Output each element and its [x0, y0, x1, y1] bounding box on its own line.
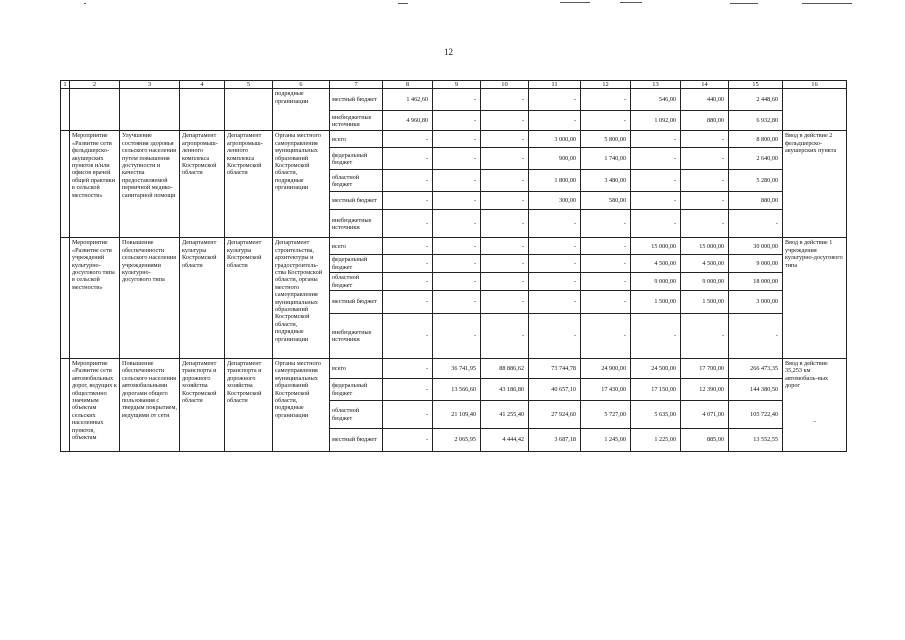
amount-cell: -	[433, 210, 481, 238]
activity-goal: Повышение обеспеченности сельского населения учреждениями культурно-досугового типа	[120, 238, 180, 359]
expected-result	[783, 238, 847, 359]
amount-cell: 4 071,00	[681, 401, 729, 429]
amount-cell: -	[383, 379, 433, 401]
amount-cell: -	[383, 255, 433, 273]
participants: Органы местного самоуправления муниципальных образований Костромской области, подрядные организации	[273, 131, 330, 238]
amount-cell: -	[581, 314, 631, 359]
amount-cell: 1 225,00	[631, 429, 681, 452]
participants: подрядные организации	[273, 89, 330, 131]
amount-cell: -	[681, 210, 729, 238]
amount-cell: 4 500,00	[681, 255, 729, 273]
amount-cell: 546,00	[631, 89, 681, 111]
funding-source: местный бюджет	[330, 192, 383, 210]
activity-name: Мероприятие «Развитие сети учреждений культурно-досугового типа в сельской местности»	[70, 238, 120, 359]
amount-cell: 17 150,00	[631, 379, 681, 401]
amount-cell: 18 000,00	[729, 273, 783, 291]
amount-cell: 4 960,80	[383, 111, 433, 131]
amount-cell: -	[681, 192, 729, 210]
column-header-2: 2	[70, 81, 120, 89]
amount-cell: 88 886,62	[481, 359, 529, 379]
activity-name	[70, 89, 120, 131]
amount-cell: -	[681, 170, 729, 192]
column-header-7: 7	[330, 81, 383, 89]
amount-cell: -	[681, 131, 729, 148]
amount-cell: 3 687,18	[529, 429, 581, 452]
amount-cell: 15 000,00	[681, 238, 729, 255]
column-header-4: 4	[180, 81, 225, 89]
amount-cell: 43 186,80	[481, 379, 529, 401]
activity-name: Мероприятие «Развитие сети автомобильных дорог, ведущих к общественно значимым объектам сельских населенных пунктов, объектам	[70, 359, 120, 452]
amount-cell: 8 800,00	[729, 131, 783, 148]
amount-cell: 5 727,00	[581, 401, 631, 429]
amount-cell: -	[383, 401, 433, 429]
amount-cell: 5 280,00	[729, 170, 783, 192]
expected-result	[783, 89, 847, 131]
row-number-cell	[61, 131, 70, 238]
co-executor: Департамент агропромыш-ленного комплекса Костромской области	[225, 131, 273, 238]
amount-cell: 300,00	[529, 192, 581, 210]
expected-result	[783, 359, 847, 452]
budget-table	[60, 80, 847, 452]
amount-cell: -	[433, 291, 481, 314]
amount-cell: -	[631, 170, 681, 192]
amount-cell: -	[481, 273, 529, 291]
amount-cell: -	[481, 210, 529, 238]
amount-cell: -	[383, 273, 433, 291]
column-header-10: 10	[481, 81, 529, 89]
amount-cell: -	[529, 291, 581, 314]
amount-cell: -	[433, 255, 481, 273]
responsible-executor	[180, 89, 225, 131]
funding-source: местный бюджет	[330, 429, 383, 452]
amount-cell: -	[529, 255, 581, 273]
amount-cell: -	[433, 111, 481, 131]
amount-cell: 27 924,60	[529, 401, 581, 429]
amount-cell: 3 000,00	[729, 291, 783, 314]
amount-cell: -	[631, 192, 681, 210]
amount-cell: -	[581, 111, 631, 131]
column-header-9: 9	[433, 81, 481, 89]
page-number: 12	[444, 47, 453, 57]
amount-cell: -	[383, 210, 433, 238]
amount-cell: -	[529, 111, 581, 131]
amount-cell: 41 255,40	[481, 401, 529, 429]
amount-cell: 13 552,55	[729, 429, 783, 452]
amount-cell: -	[383, 192, 433, 210]
amount-cell: 5 800,00	[581, 131, 631, 148]
amount-cell: 1 462,60	[383, 89, 433, 111]
funding-source: областной бюджет	[330, 170, 383, 192]
co-executor: Департамент транспорта и дорожного хозяйства Костромской области	[225, 359, 273, 452]
amount-cell: -	[383, 359, 433, 379]
amount-cell: -	[383, 314, 433, 359]
amount-cell: -	[383, 131, 433, 148]
column-header-6: 6	[273, 81, 330, 89]
activity-goal	[120, 89, 180, 131]
funding-source: внебюджетные источники	[330, 314, 383, 359]
column-header-12: 12	[581, 81, 631, 89]
responsible-executor: Департамент транспорта и дорожного хозяйства Костромской области	[180, 359, 225, 452]
amount-cell: 73 744,78	[529, 359, 581, 379]
amount-cell: -	[383, 429, 433, 452]
amount-cell: -	[729, 314, 783, 359]
amount-cell: 6 932,80	[729, 111, 783, 131]
activity-name: Мероприятие «Развитие сети фельдшерско-акушерских пунктов и/или офисов врачей общей практики в сельской местности»	[70, 131, 120, 238]
column-header-8: 8	[383, 81, 433, 89]
co-executor: Департамент культуры Костромской области	[225, 238, 273, 359]
amount-cell: 17 430,00	[581, 379, 631, 401]
amount-cell: 2 065,95	[433, 429, 481, 452]
amount-cell: -	[529, 273, 581, 291]
amount-cell: -	[529, 210, 581, 238]
amount-cell: -	[681, 314, 729, 359]
amount-cell: -	[481, 131, 529, 148]
amount-cell: -	[529, 314, 581, 359]
amount-cell: 880,00	[681, 111, 729, 131]
funding-source: всего	[330, 131, 383, 148]
amount-cell: 1 500,00	[681, 291, 729, 314]
funding-source: областной бюджет	[330, 401, 383, 429]
amount-cell: 266 473,35	[729, 359, 783, 379]
participants: Органы местного самоуправления муниципальных образований Костромской области, подрядные организации	[273, 359, 330, 452]
amount-cell: 24 900,00	[581, 359, 631, 379]
amount-cell: -	[383, 291, 433, 314]
amount-cell: 24 500,00	[631, 359, 681, 379]
funding-source: местный бюджет	[330, 89, 383, 111]
column-header-11: 11	[529, 81, 581, 89]
amount-cell: 1 245,00	[581, 429, 631, 452]
amount-cell: -	[433, 238, 481, 255]
expected-result-text: Ввод в действие 2 фельдшерско-акушерских пункта	[785, 132, 837, 155]
amount-cell: -	[581, 210, 631, 238]
column-header-15: 15	[729, 81, 783, 89]
column-header-16: 16	[783, 81, 847, 89]
amount-cell: -	[581, 273, 631, 291]
participants: Департамент строительства, архитектуры и градостроитель-ства Костромской области, органы местного самоуправления муниципальных образований Костромской области, подрядные организации	[273, 238, 330, 359]
amount-cell: 5 635,00	[631, 401, 681, 429]
responsible-executor: Департамент агропромыш-ленного комплекса Костромской области	[180, 131, 225, 238]
funding-source: федеральный бюджет	[330, 255, 383, 273]
header-row	[61, 81, 847, 89]
amount-cell: 21 109,40	[433, 401, 481, 429]
amount-cell: 9 000,00	[631, 273, 681, 291]
amount-cell: 40 657,10	[529, 379, 581, 401]
column-header-5: 5	[225, 81, 273, 89]
amount-cell: 1 800,00	[529, 170, 581, 192]
amount-cell: -	[433, 148, 481, 170]
amount-cell: -	[433, 314, 481, 359]
amount-cell: -	[481, 170, 529, 192]
amount-cell: -	[383, 170, 433, 192]
column-header-1: 1	[61, 81, 70, 89]
amount-cell: 3 480,00	[581, 170, 631, 192]
amount-cell: -	[529, 89, 581, 111]
activity-goal: Улучшение состояния здоровья сельского населения путем повышения доступности и качества предоставляемой первичной медико-санитарной помощи	[120, 131, 180, 238]
column-header-14: 14	[681, 81, 729, 89]
funding-source: областной бюджет	[330, 273, 383, 291]
expected-result-text: Ввод в действие 1 учреждения культурно-досугового типа	[785, 239, 843, 269]
amount-cell: 4 444,42	[481, 429, 529, 452]
amount-cell: -	[581, 291, 631, 314]
amount-cell: 12 390,00	[681, 379, 729, 401]
table-row	[61, 131, 847, 148]
amount-cell: -	[433, 89, 481, 111]
amount-cell: -	[631, 131, 681, 148]
co-executor	[225, 89, 273, 131]
amount-cell: 900,00	[529, 148, 581, 170]
amount-cell: -	[383, 148, 433, 170]
amount-cell: -	[481, 255, 529, 273]
amount-cell: -	[481, 291, 529, 314]
amount-cell: -	[631, 314, 681, 359]
responsible-executor: Департамент культуры Костромской области	[180, 238, 225, 359]
amount-cell: -	[383, 238, 433, 255]
funding-source: внебюджетные источники	[330, 210, 383, 238]
amount-cell: 30 000,00	[729, 238, 783, 255]
amount-cell: -	[433, 273, 481, 291]
amount-cell: 36 741,95	[433, 359, 481, 379]
amount-cell: -	[529, 238, 581, 255]
row-number-cell	[61, 238, 70, 359]
row-number-cell	[61, 89, 70, 131]
amount-cell: -	[681, 148, 729, 170]
amount-cell: 2 448,60	[729, 89, 783, 111]
amount-cell: -	[433, 170, 481, 192]
expected-result	[783, 131, 847, 238]
expected-result-text: Ввод в действие 35,253 км автомобиль-ных дорог	[785, 360, 829, 390]
table-row	[61, 359, 847, 379]
amount-cell: 885,00	[681, 429, 729, 452]
amount-cell: 580,00	[581, 192, 631, 210]
amount-cell: 15 000,00	[631, 238, 681, 255]
funding-source: внебюджетные источники	[330, 111, 383, 131]
amount-cell: 105 722,40	[729, 401, 783, 429]
row-number-cell	[61, 359, 70, 452]
amount-cell: 1 500,00	[631, 291, 681, 314]
amount-cell: -	[433, 131, 481, 148]
amount-cell: -	[481, 192, 529, 210]
table-row	[61, 238, 847, 255]
amount-cell: -	[433, 192, 481, 210]
funding-source: всего	[330, 359, 383, 379]
amount-cell: 9 000,00	[729, 255, 783, 273]
activity-goal: Повышение обеспеченности сельского населения автомобильными дорогами общего пользования с твердым покрытием, ведущими от сети	[120, 359, 180, 452]
amount-cell: 9 000,00	[681, 273, 729, 291]
amount-cell: -	[481, 314, 529, 359]
amount-cell: 4 500,00	[631, 255, 681, 273]
amount-cell: 17 700,00	[681, 359, 729, 379]
column-header-13: 13	[631, 81, 681, 89]
amount-cell: -	[581, 89, 631, 111]
amount-cell: 1 092,00	[631, 111, 681, 131]
amount-cell: 13 566,60	[433, 379, 481, 401]
column-header-3: 3	[120, 81, 180, 89]
amount-cell: -	[481, 89, 529, 111]
amount-cell: 2 640,00	[729, 148, 783, 170]
funding-source: федеральный бюджет	[330, 379, 383, 401]
amount-cell: -	[631, 210, 681, 238]
funding-source: федеральный бюджет	[330, 148, 383, 170]
table-row	[61, 89, 847, 111]
amount-cell: 440,00	[681, 89, 729, 111]
amount-cell: 3 000,00	[529, 131, 581, 148]
funding-source: всего	[330, 238, 383, 255]
amount-cell: -	[481, 238, 529, 255]
amount-cell: -	[481, 111, 529, 131]
amount-cell: -	[729, 210, 783, 238]
funding-source: местный бюджет	[330, 291, 383, 314]
amount-cell: 880,00	[729, 192, 783, 210]
amount-cell: -	[481, 148, 529, 170]
amount-cell: 144 380,50	[729, 379, 783, 401]
amount-cell: -	[581, 238, 631, 255]
amount-cell: -	[581, 255, 631, 273]
expected-result-dash: –	[812, 417, 817, 425]
amount-cell: -	[631, 148, 681, 170]
amount-cell: 1 740,00	[581, 148, 631, 170]
